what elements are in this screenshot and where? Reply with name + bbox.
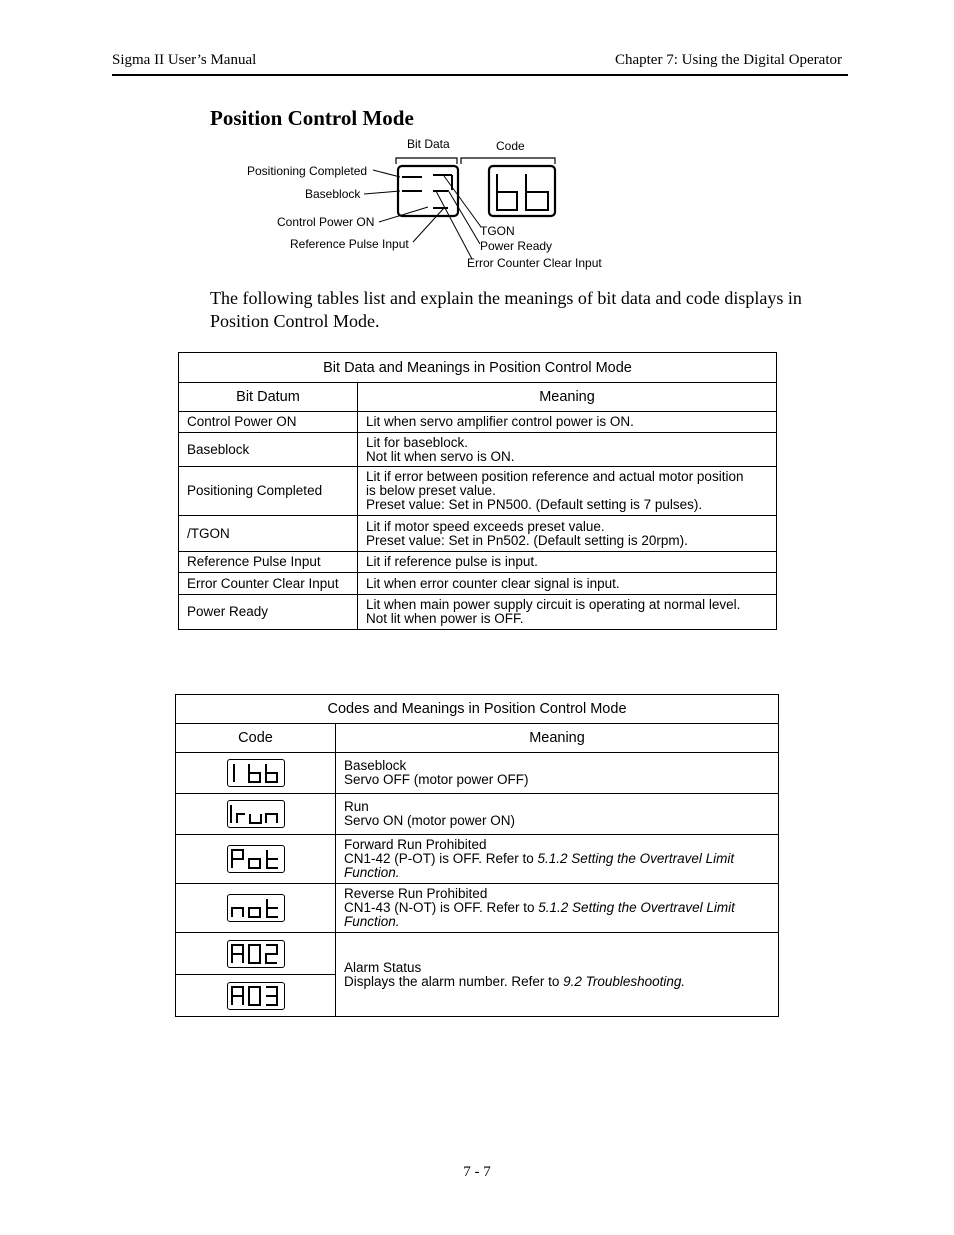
bit-cell: Error Counter Clear Input — [179, 573, 358, 595]
running-header-left: Sigma II User’s Manual — [112, 52, 257, 68]
bit-data-group-label: Bit Data — [407, 137, 450, 151]
table-row — [179, 573, 777, 595]
bit-cell: /TGON — [179, 516, 358, 552]
page-number: 7 - 7 — [463, 1164, 491, 1180]
table-row — [179, 595, 777, 630]
label-baseblock: Baseblock — [305, 187, 361, 201]
table-row — [179, 433, 777, 467]
meaning-cell: Forward Run Prohibited CN1-42 (P-OT) is OFF. Refer to 5.1.2 Setting the Overtravel Limit Function. — [336, 835, 779, 884]
label-error-counter-clear-input: Error Counter Clear Input — [467, 256, 602, 270]
label-power-ready: Power Ready — [480, 239, 553, 253]
bit-table-col-meaning: Meaning — [358, 383, 777, 412]
code-digit-b1 — [497, 174, 517, 210]
code-cell-a02 — [176, 933, 336, 975]
meaning-cell: Lit if reference pulse is input. — [358, 552, 777, 573]
table-row — [176, 835, 779, 884]
code-cell-not — [176, 884, 336, 933]
bit-cell: Reference Pulse Input — [179, 552, 358, 573]
lcd-code-not-icon — [227, 894, 285, 922]
meaning-cell: Lit for baseblock. Not lit when servo is ON. — [358, 433, 777, 467]
header-rule — [112, 74, 848, 76]
bit-cell: Control Power ON — [179, 412, 358, 433]
lcd-code-a02-icon — [227, 940, 285, 968]
code-table-col-code: Code — [176, 724, 336, 753]
intro-paragraph: The following tables list and explain the meanings of bit data and code displays in Position Control Mode. — [210, 288, 802, 331]
code-digit-b2 — [526, 174, 548, 210]
code-table-caption: Codes and Meanings in Position Control Mode — [176, 695, 779, 724]
label-tgon: TGON — [480, 224, 515, 238]
bit-cell: Baseblock — [179, 433, 358, 467]
table-row — [176, 884, 779, 933]
code-cell-a03 — [176, 975, 336, 1017]
meaning-cell: Reverse Run Prohibited CN1-43 (N-OT) is OFF. Refer to 5.1.2 Setting the Overtravel Limit Function. — [336, 884, 779, 933]
status-display-diagram — [236, 134, 616, 274]
bit-table-col-bit: Bit Datum — [179, 383, 358, 412]
section-title: Position Control Mode — [210, 106, 414, 130]
meaning-cell: Alarm Status Displays the alarm number. Refer to 9.2 Troubleshooting. — [336, 933, 779, 1017]
lcd-code-pot-icon — [227, 845, 285, 873]
label-reference-pulse-input: Reference Pulse Input — [290, 237, 409, 251]
table-row — [179, 516, 777, 552]
meaning-cell: Lit when servo amplifier control power is ON. — [358, 412, 777, 433]
label-control-power-on: Control Power ON — [277, 215, 375, 229]
table-row — [179, 552, 777, 573]
lcd-code-a03-icon — [227, 982, 285, 1010]
code-cell-pot — [176, 835, 336, 884]
running-header-right: Chapter 7: Using the Digital Operator — [614, 52, 842, 68]
table-row — [176, 753, 779, 794]
bit-cell: Positioning Completed — [179, 467, 358, 516]
bit-cell: Power Ready — [179, 595, 358, 630]
lcd-code-run-icon — [227, 800, 285, 828]
label-positioning-completed: Positioning Completed — [247, 164, 368, 178]
meaning-cell: Lit when main power supply circuit is operating at normal level. Not lit when power is OFF. — [358, 595, 777, 630]
bit-data-table — [178, 352, 777, 630]
meaning-cell: Lit if motor speed exceeds preset value. Preset value: Set in Pn502. (Default setting is 20rpm). — [358, 516, 777, 552]
lcd-code-bb-icon — [227, 759, 285, 787]
meaning-cell: Baseblock Servo OFF (motor power OFF) — [336, 753, 779, 794]
code-table — [175, 694, 779, 1017]
table-row — [179, 412, 777, 433]
code-cell-run — [176, 794, 336, 835]
bit-table-caption: Bit Data and Meanings in Position Control Mode — [179, 353, 777, 383]
code-cell-bb — [176, 753, 336, 794]
table-row — [176, 794, 779, 835]
code-table-col-meaning: Meaning — [336, 724, 779, 753]
table-row — [179, 467, 777, 516]
meaning-cell: Run Servo ON (motor power ON) — [336, 794, 779, 835]
table-row — [176, 933, 779, 975]
code-group-label: Code — [496, 139, 525, 153]
meaning-cell: Lit if error between position reference and actual motor position is below preset value. Preset value: Set in PN500. (Default setting is 7 pulses). — [358, 467, 777, 516]
meaning-cell: Lit when error counter clear signal is input. — [358, 573, 777, 595]
